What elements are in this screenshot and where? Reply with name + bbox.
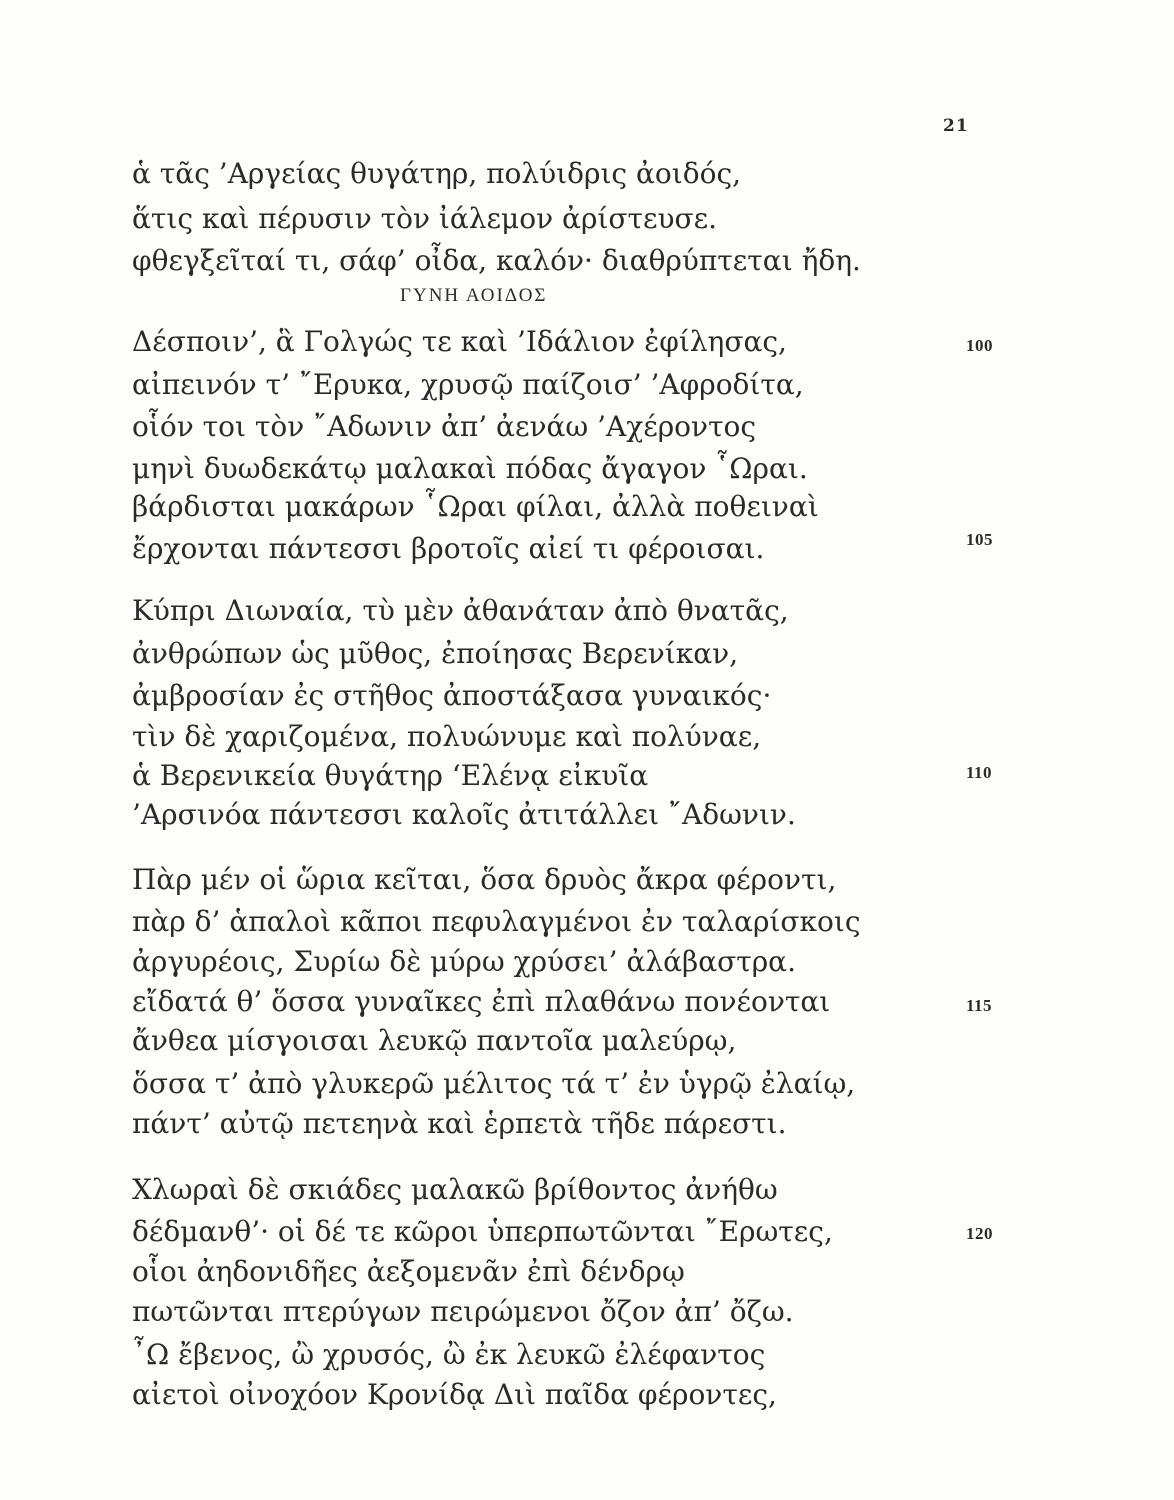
- verse-line: ἁ τᾶς ’Αργείας θυγάτηρ, πολύιδρις ἀοιδός,: [132, 157, 742, 190]
- verse-line: πωτῶνται πτερύγων πειρώμενοι ὄζον ἀπ’ ὄζω.: [132, 1295, 794, 1328]
- verse-line: πάντ’ αὐτῷ πετεηνὰ καὶ ἑρπετὰ τῆδε πάρεστι.: [132, 1107, 787, 1140]
- verse-line: δέδμανθ’· οἱ δέ τε κῶροι ὑπερπωτῶνται ῎Ερωτες,: [132, 1215, 833, 1248]
- verse-line: πὰρ δ’ ἁπαλοὶ κᾶποι πεφυλαγμένοι ἐν ταλαρίσκοις: [132, 905, 861, 938]
- line-number: 110: [966, 763, 993, 782]
- verse-line: ἀμβροσίαν ἐς στῆθος ἀποστάξασα γυναικός·: [132, 679, 772, 712]
- verse-line: φθεγξεῖταί τι, σάφ’ οἶδα, καλόν· διαθρύπτεται ἤδη.: [132, 244, 861, 277]
- line-number: 100: [966, 336, 993, 355]
- verse-line: ὅσσα τ’ ἀπὸ γλυκερῶ μέλιτος τά τ’ ἐν ὑγρῷ ἐλαίῳ,: [132, 1067, 856, 1100]
- verse-line: ἅτις καὶ πέρυσιν τὸν ἰάλεμον ἀρίστευσε.: [132, 202, 718, 235]
- verse-line: αἰετοὶ οἰνοχόον Κρονίδᾳ Διὶ παῖδα φέροντες,: [132, 1378, 777, 1411]
- line-number: 105: [966, 530, 993, 549]
- verse-line: βάρδισται μακάρων ῟Ωραι φίλαι, ἀλλὰ ποθειναὶ: [132, 490, 819, 523]
- verse-line: μηνὶ δυωδεκάτῳ μαλακαὶ πόδας ἄγαγον ῟Ωραι.: [132, 452, 808, 485]
- verse-line: Δέσποιν’, ἃ Γολγώς τε καὶ ’Ιδάλιον ἐφίλησας,: [132, 325, 787, 358]
- verse-line: εἴδατά θ’ ὅσσα γυναῖκες ἐπὶ πλαθάνω πονέονται: [132, 985, 831, 1018]
- verse-line: ’Αρσινόα πάντεσσι καλοῖς ἀτιτάλλει ῎Αδωνιν.: [132, 798, 796, 831]
- verse-line: Κύπρι Διωναία, τὺ μὲν ἀθανάταν ἀπὸ θνατᾶς,: [132, 594, 789, 627]
- verse-line: οἷόν τοι τὸν ῎Αδωνιν ἀπ’ ἀενάω ’Αχέροντος: [132, 410, 757, 443]
- verse-line: ἄνθεα μίσγοισαι λευκῷ παντοῖα μαλεύρῳ,: [132, 1024, 737, 1057]
- verse-line: ἔρχονται πάντεσσι βροτοῖς αἰεί τι φέροισαι.: [132, 532, 765, 565]
- verse-line: ῏Ω ἔβενος, ὢ χρυσός, ὢ ἐκ λευκῶ ἐλέφαντος: [132, 1338, 766, 1371]
- speaker-heading: ΓΥΝΗ ΑΟΙΔΟΣ: [400, 285, 548, 306]
- verse-line: τὶν δὲ χαριζομένα, πολυώνυμε καὶ πολύναε,: [132, 720, 762, 753]
- verse-line: οἷοι ἀηδονιδῆες ἀεξομενᾶν ἐπὶ δένδρῳ: [132, 1255, 685, 1288]
- line-number: 120: [966, 1224, 993, 1243]
- verse-line: αἰπεινόν τ’ ῎Ερυκα, χρυσῷ παίζοισ’ ’Αφροδίτα,: [132, 368, 804, 401]
- page-number: 21: [943, 116, 969, 136]
- verse-line: Πὰρ μέν οἱ ὥρια κεῖται, ὅσα δρυὸς ἄκρα φέροντι,: [132, 863, 837, 896]
- line-number: 115: [966, 996, 993, 1015]
- verse-line: ἀργυρέοις, Συρίω δὲ μύρω χρύσει’ ἀλάβαστρα.: [132, 945, 796, 978]
- verse-line: Χλωραὶ δὲ σκιάδες μαλακῶ βρίθοντος ἀνήθω: [132, 1173, 778, 1206]
- verse-line: ἁ Βερενικεία θυγάτηρ ‘Ελένᾳ εἰκυῖα: [132, 759, 649, 792]
- verse-line: ἀνθρώπων ὡς μῦθος, ἐποίησας Βερενίκαν,: [132, 637, 739, 670]
